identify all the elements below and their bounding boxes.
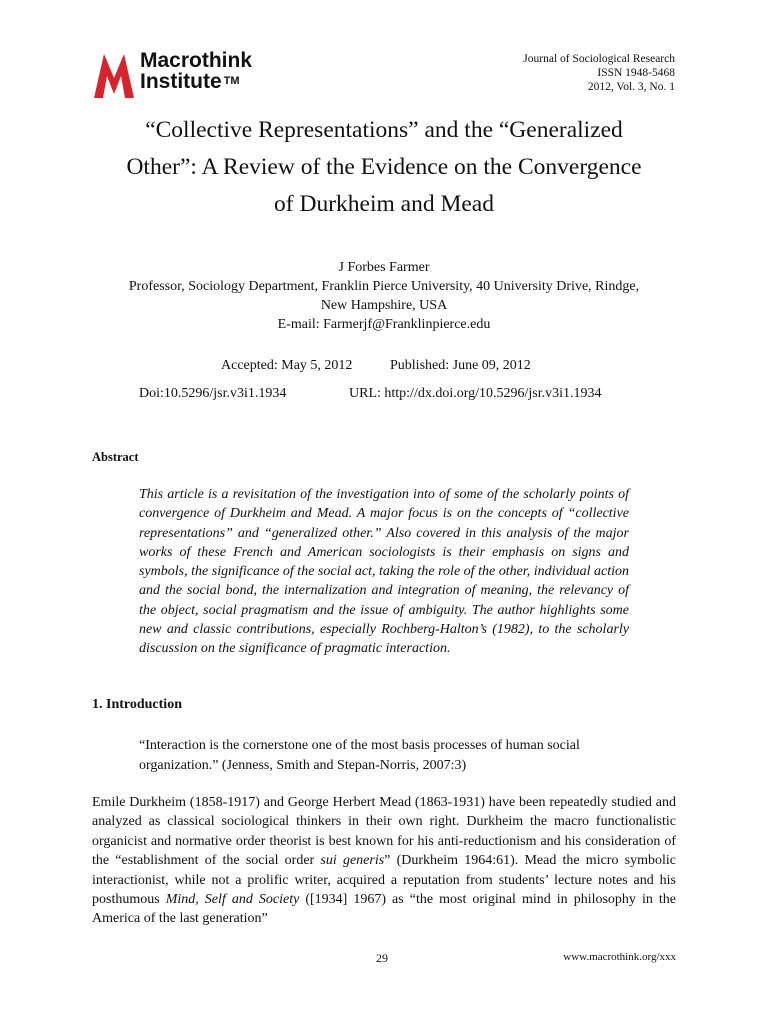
macrothink-m-icon <box>92 50 136 100</box>
title-line-2: Other”: A Review of the Evidence on the Convergence <box>126 154 642 180</box>
journal-name: Journal of Sociological Research <box>523 53 675 65</box>
section-heading-introduction: 1. Introduction <box>92 697 182 712</box>
page-number: 29 <box>376 951 388 965</box>
abstract-text: This article is a revisitation of the investigation into of some of the scholarly points of convergence of Durkheim and Mead. A major focus is on the concepts of “collective representations” and “generalized other.” Also covered in this analysis of the major works of these French and American sociologists is their emphasis on signs and symbols, the significance of the social act, taking the role of the other, individual action and the social bond, the internalization and integration of meaning, the relevancy of the object, social pragmatism and the issue of ambiguity. The author highlights some new and classic contributions, especially Rochberg-Halton’s (1982), to the scholarly discussion on the significance of pragmatic interaction. <box>139 487 629 657</box>
author-name: J Forbes Farmer <box>338 260 430 275</box>
epigraph-quote: “Interaction is the cornerstone one of the most basis processes of human social organization.” (Jenness, Smith and Stepan-Norris, 2007:3) <box>139 738 580 773</box>
published-date: Published: June 09, 2012 <box>390 358 531 373</box>
intro-text-2: ” (Durkheim 1964:61). Mead the micro symbolic interactionist, while not a prolific writer, acquired a reputation from students’ lecture notes and his posthumous <box>92 853 676 908</box>
intro-text-1: Emile Durkheim (1858-1917) and George Herbert Mead (1863-1931) have been repeatedly studied and analyzed as classical sociological thinkers in their own right. Durkheim the macro functionalistic organicist and normative order theorist is best known for his anti-reductionism and his consideration of the “establishment of the social order <box>92 795 676 869</box>
author-email: E-mail: Farmerjf@Franklinpierce.edu <box>277 317 491 332</box>
intro-text-3: ([1934] 1967) as “the most original mind in philosophy in the America of the last generation” <box>92 892 676 927</box>
title-line-1: “Collective Representations” and the “Generalized <box>145 117 623 143</box>
logo-trademark: TM <box>223 75 240 87</box>
intro-italic-book-title: Mind, Self and Society <box>165 892 300 908</box>
logo-line1: Macrothink <box>140 49 253 72</box>
logo-wordmark <box>140 50 252 92</box>
title-line-3: of Durkheim and Mead <box>274 191 494 217</box>
doi-text: Doi:10.5296/jsr.v3i1.1934 <box>139 386 287 401</box>
article-title <box>60 112 708 223</box>
affiliation-line-2: New Hampshire, USA <box>320 298 448 313</box>
abstract-heading: Abstract <box>92 450 139 464</box>
intro-paragraph <box>92 793 676 929</box>
logo-line2: Institute <box>140 70 222 93</box>
article-url-link[interactable]: URL: http://dx.doi.org/10.5296/jsr.v3i1.1934 <box>349 386 602 401</box>
publisher-logo <box>92 50 302 100</box>
accepted-date: Accepted: May 5, 2012 <box>221 358 353 373</box>
affiliation-line-1: Professor, Sociology Department, Franklin Pierce University, 40 University Drive, Rindge, <box>128 279 640 294</box>
journal-volume: 2012, Vol. 3, No. 1 <box>587 81 675 93</box>
journal-issn: ISSN 1948-5468 <box>597 67 675 79</box>
footer-website-link[interactable]: www.macrothink.org/xxx <box>563 951 676 963</box>
intro-italic-sui-generis: sui generis <box>320 853 385 869</box>
